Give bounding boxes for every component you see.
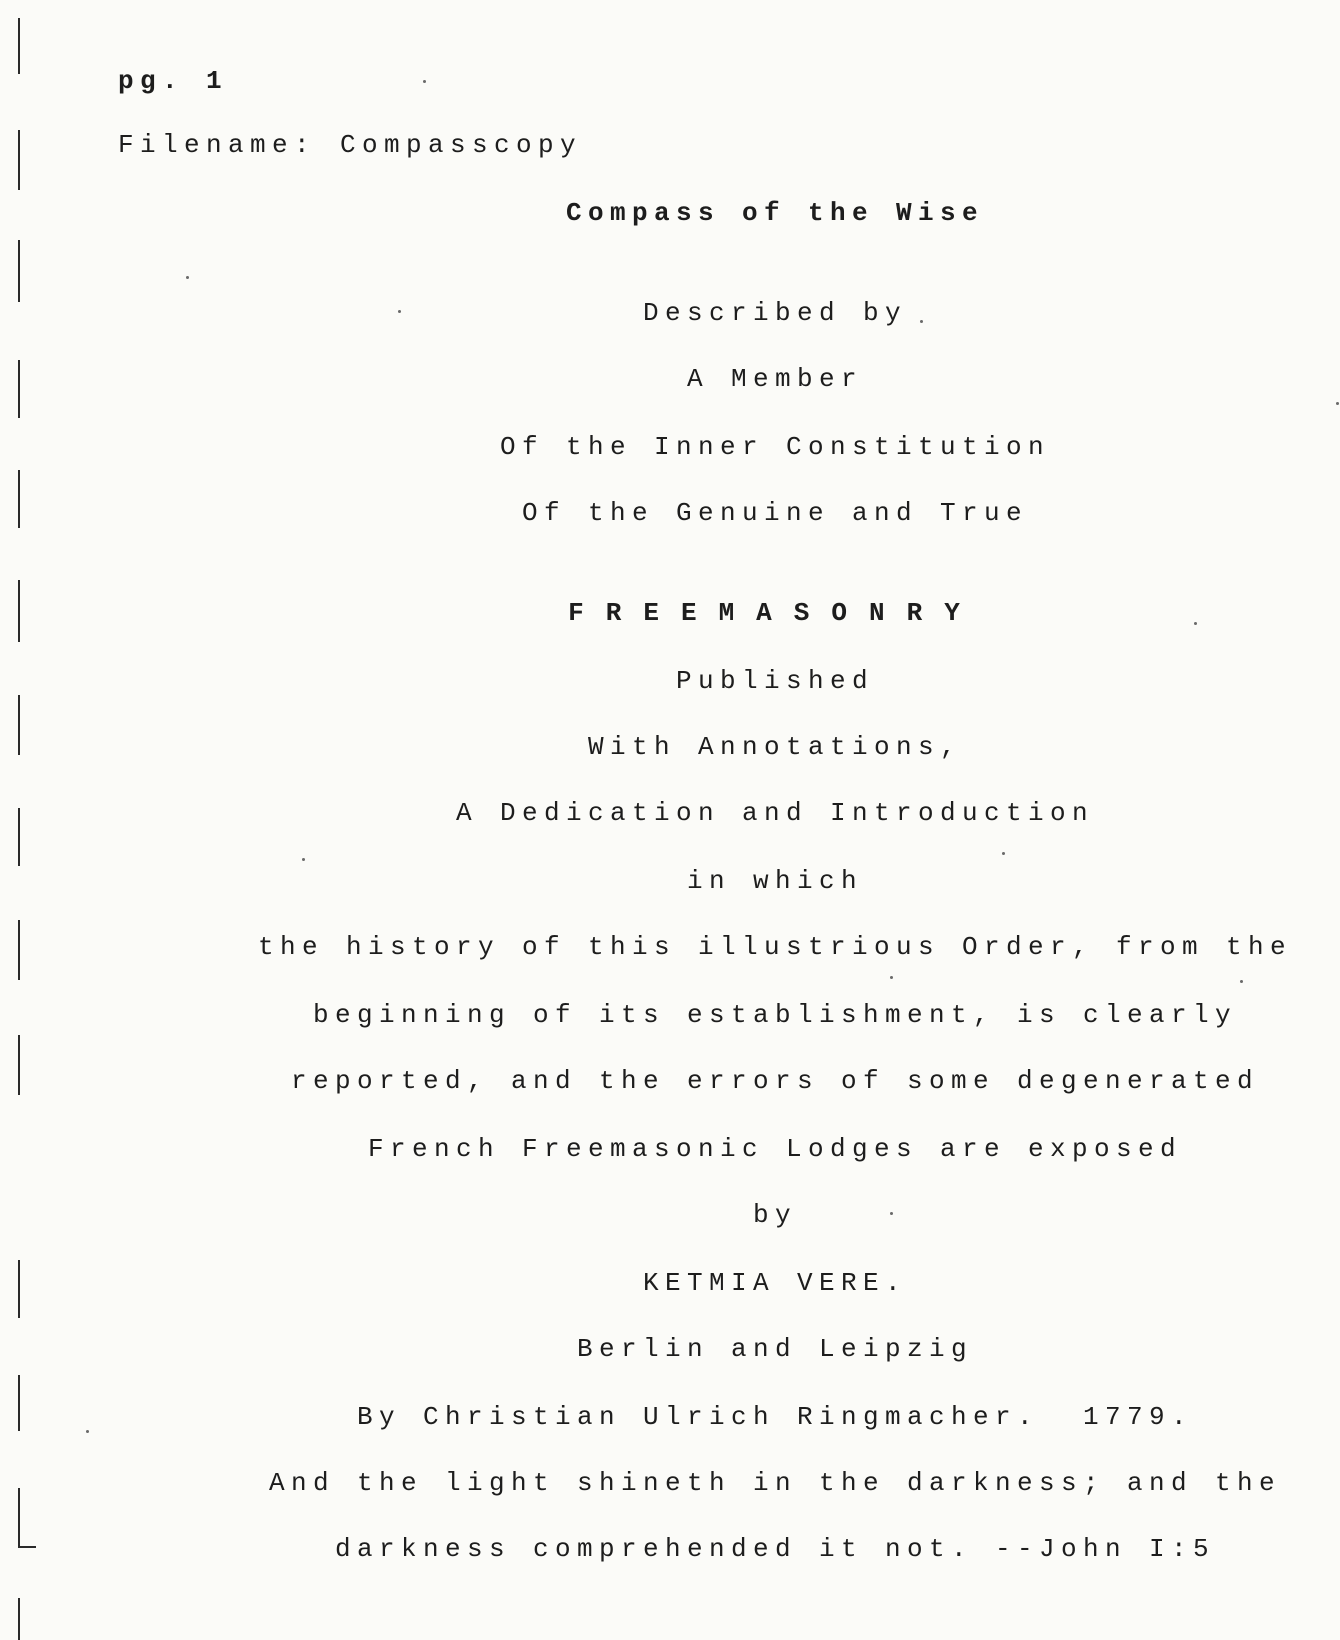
binder-mark — [18, 695, 20, 755]
binder-mark — [18, 470, 20, 528]
freemasonry-heading: FREEMASONRY — [568, 598, 982, 628]
paper-speck — [423, 80, 426, 83]
binder-mark — [18, 130, 20, 190]
binder-mark — [18, 1035, 20, 1095]
binder-mark — [18, 580, 20, 642]
dedication-introduction: A Dedication and Introduction — [455, 798, 1095, 828]
binder-mark — [18, 920, 20, 980]
history-line-3: reported, and the errors of some degenerated — [290, 1066, 1260, 1096]
by-line: by — [752, 1200, 797, 1230]
binder-mark — [18, 1598, 20, 1640]
with-annotations: With Annotations, — [587, 732, 963, 762]
author-name: KETMIA VERE. — [642, 1268, 908, 1298]
a-member: A Member — [686, 364, 864, 394]
document-title: Compass of the Wise — [565, 198, 985, 228]
inner-constitution: Of the Inner Constitution — [499, 432, 1051, 462]
binder-mark — [18, 240, 20, 302]
filename-value: Compasscopy — [340, 130, 583, 160]
epigraph-line-1: And the light shineth in the darkness; and the — [268, 1468, 1282, 1498]
binder-mark — [18, 18, 20, 74]
binder-mark — [18, 360, 20, 418]
published: Published — [675, 666, 875, 696]
in-which: in which — [686, 866, 864, 896]
described-by: Described by — [642, 298, 908, 328]
paper-speck — [890, 976, 893, 979]
paper-speck — [302, 858, 305, 861]
paper-speck — [1336, 402, 1339, 405]
history-line-4: French Freemasonic Lodges are exposed — [367, 1134, 1183, 1164]
paper-speck — [1240, 980, 1243, 983]
filename-label: Filename: — [118, 130, 317, 160]
binder-mark — [18, 1375, 20, 1431]
paper-speck — [1002, 852, 1005, 855]
binder-edge — [0, 0, 40, 1640]
paper-speck — [186, 276, 189, 279]
genuine-and-true: Of the Genuine and True — [521, 498, 1029, 528]
publication-place: Berlin and Leipzig — [576, 1334, 974, 1364]
binder-mark — [18, 1488, 20, 1548]
binder-tick — [18, 1546, 36, 1548]
history-line-2: beginning of its establishment, is clearly — [312, 1000, 1238, 1030]
printer-and-year: By Christian Ulrich Ringmacher. 1779. — [356, 1402, 1194, 1432]
binder-mark — [18, 808, 20, 866]
history-line-1: the history of this illustrious Order, from the — [257, 932, 1293, 962]
binder-mark — [18, 1260, 20, 1318]
paper-speck — [86, 1430, 89, 1433]
epigraph-line-2: darkness comprehended it not. --John I:5 — [334, 1534, 1216, 1564]
page-number: pg. 1 — [118, 66, 229, 96]
